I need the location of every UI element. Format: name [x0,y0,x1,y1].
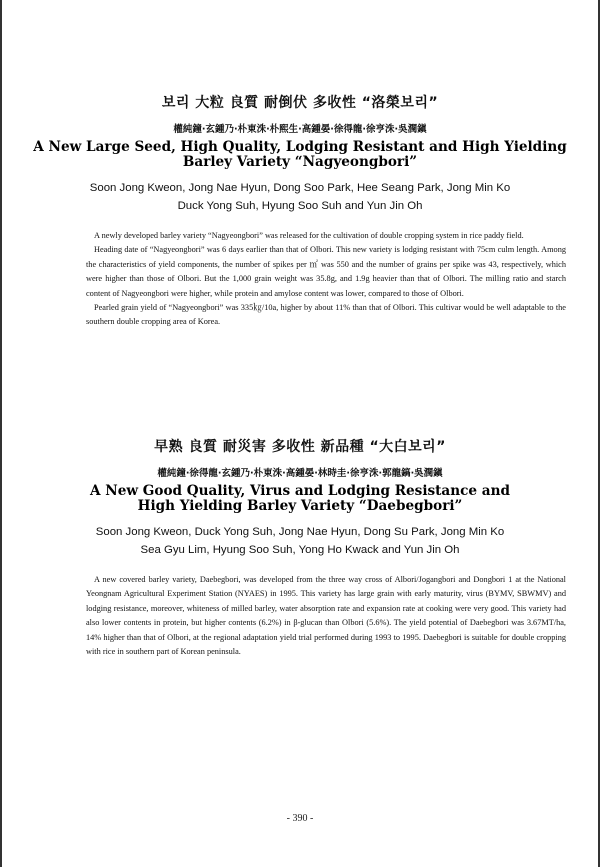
abstract-paragraph: A new covered barley variety, Daebegbori, was developed from the three way cross of Albori/Jogangbori and Dongbori 1 at the National Yeongnam Agricultural Experiment Station (NYAES) in 1995. This variety has large grain with early maturity, virus (BYMV, SBWMV) and lodging resistance, moreover, whiteness of milled barley, water absorption rate and expansion rate at cooking were very good. This variety had also lower contents in protein, but higher contents (6.2%) in β-glucan than Olbori (5.6%). The yield potential of Daebegbori was 3.67MT/ha, 14% higher than that of Olbori, at the regional adaptation yield trial performed during 1993 to 1995. Daebegbori is suitable for double cropping with rice in southern part of Korean peninsula. [86,575,566,657]
abstract-paragraph: Heading date of “Nagyeongbori” was 6 days earlier than that of Olbori. This new variety is lodging resistant with 75cm culm length. Among the characteristics of yield components, the number of spikes per ㎡ was 550 and the number of grains per spike was 43, respectively, which were higher than those of Olbori. But the 1,000 grain weight was 35.8g, and 1.9g heavier than that of Olbori. The milling ratio and starch content of Nagyeongbori were higher, while protein and amylose content was lower, compared to those of Olbori. [86,245,566,298]
english-authors-line-1: Soon Jong Kweon, Jong Nae Hyun, Dong Soo Park, Hee Seang Park, Jong Min Ko [89,182,511,194]
abstract-nagyeongbori [86,229,566,330]
english-title-line-2: Barley Variety “Nagyeongbori” [182,154,418,170]
english-authors-line-2: Duck Yong Suh, Hyung Soo Suh and Yun Jin Oh [177,200,423,212]
korean-title: 早熟 良質 耐災害 多收性 新品種 “大白보리” [154,439,446,455]
abstract-daebegbori [86,573,566,659]
english-authors [0,523,600,559]
korean-authors: 權純鐘·徐得龍·玄鍾乃·朴東洙·高鍾晏·林時圭·徐亨洙·郭龍鎬·吳潤鎭 [157,468,443,479]
page-number: - 390 - [286,813,314,824]
english-title-line-1: A New Large Seed, High Quality, Lodging Resistant and High Yielding [33,139,567,155]
abstract-paragraph: Pearled grain yield of “Nagyeongbori” was 335㎏/10a, higher by about 11% than that of Olbori. This cultivar would be well adaptable to the southern double cropping area of Korea. [86,303,566,327]
english-authors-line-2: Sea Gyu Lim, Hyung Soo Suh, Yong Ho Kwack and Yun Jin Oh [140,544,460,556]
english-title [0,484,600,514]
korean-title: 보리 大粒 良質 耐倒伏 多收性 “洛榮보리” [161,95,439,111]
english-authors-line-1: Soon Jong Kweon, Duck Yong Suh, Jong Nae Hyun, Dong Su Park, Jong Min Ko [95,526,505,538]
abstract-paragraph: A newly developed barley variety “Nagyeongbori” was released for the cultivation of double cropping system in rice paddy field. [94,231,524,240]
english-title-line-2: High Yielding Barley Variety “Daebegbori” [137,498,463,514]
english-authors [0,179,600,215]
korean-authors: 權純鐘·玄鍾乃·朴東洙·朴熙生·高鍾晏·徐得龍·徐亨洙·吳潤鎭 [173,124,427,135]
article-daebegbori [0,436,600,559]
english-title-line-1: A New Good Quality, Virus and Lodging Resistance and [90,483,510,499]
english-title [0,140,600,170]
article-nagyeongbori [0,92,600,215]
